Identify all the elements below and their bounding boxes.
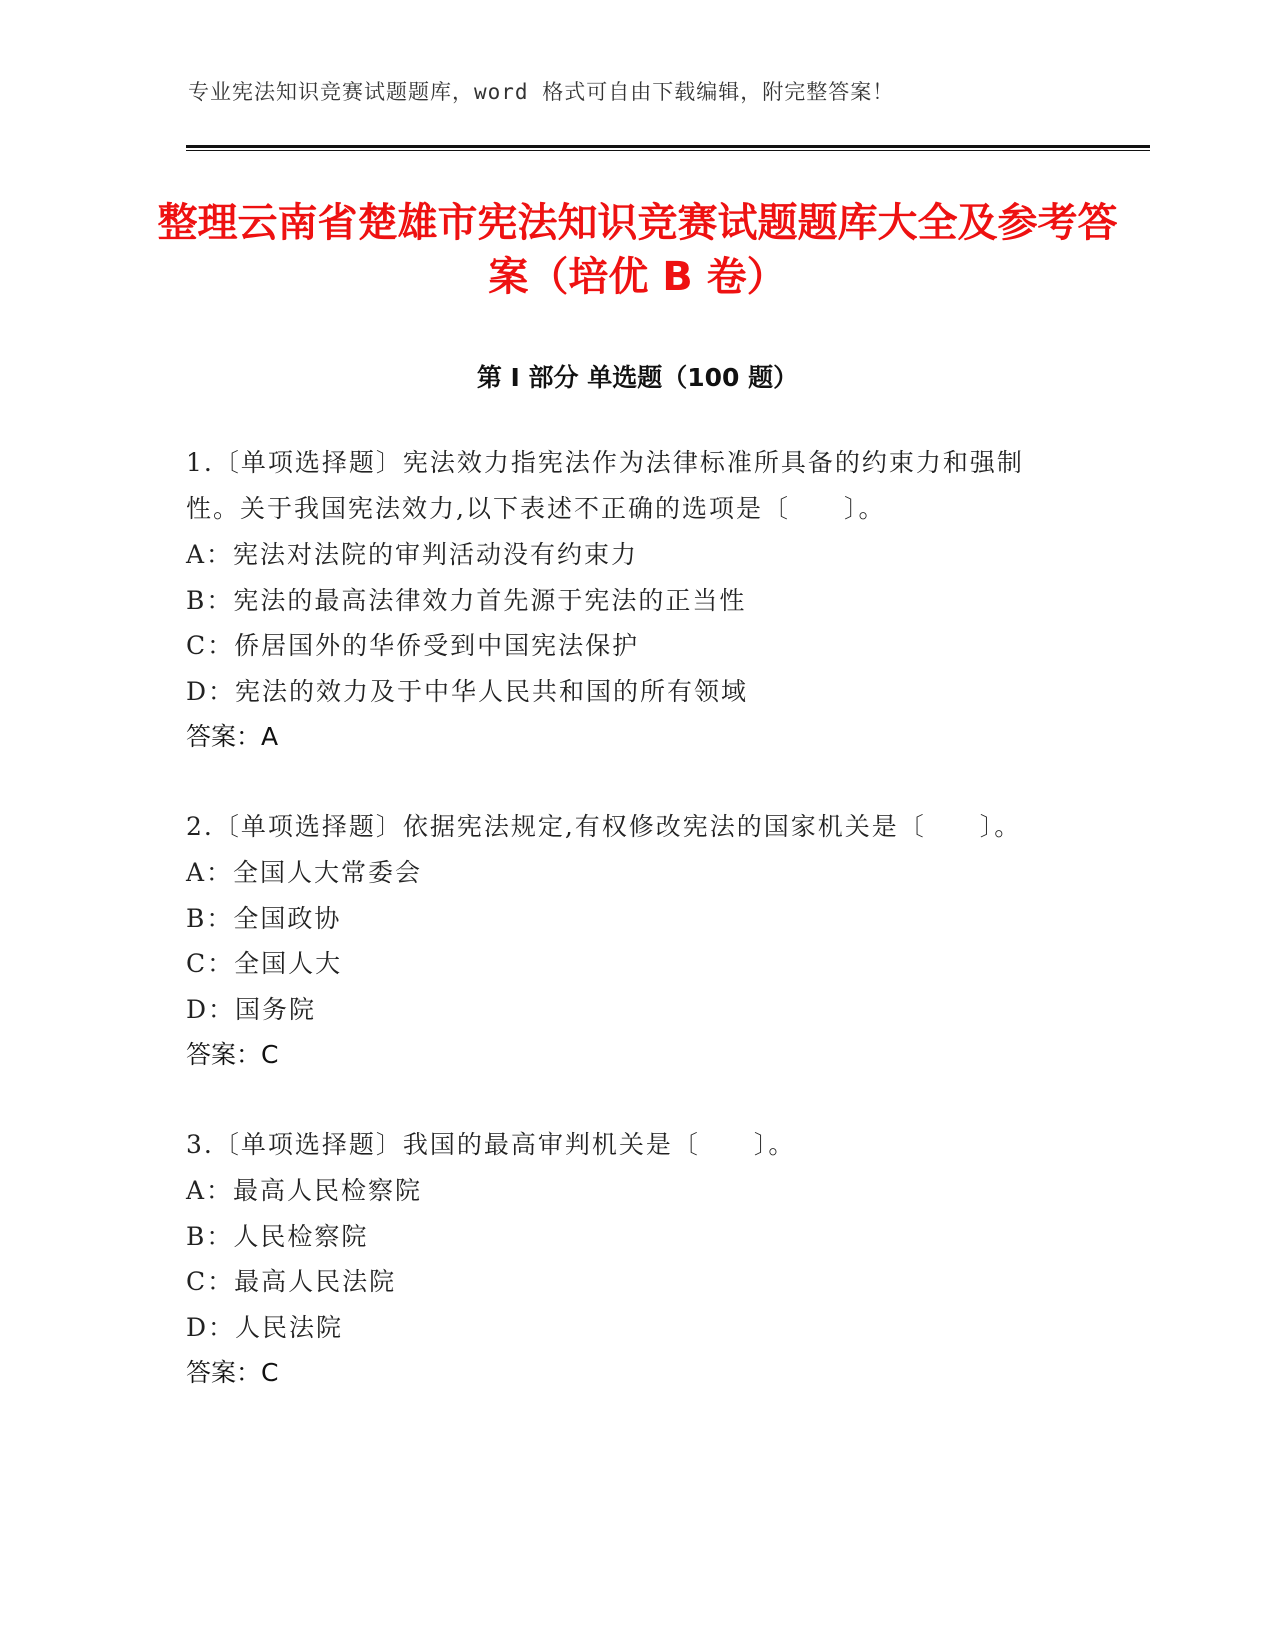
- option-b: B：全国政协: [186, 903, 342, 933]
- option-d: D：人民法院: [186, 1312, 344, 1342]
- option-b: B：宪法的最高法律效力首先源于宪法的正当性: [186, 585, 747, 615]
- answer: 答案：A: [186, 722, 279, 751]
- section-title: 第 I 部分 单选题（100 题）: [476, 363, 799, 392]
- question-list: [186, 440, 1066, 1440]
- question-stem: 2.〔单项选择题〕依据宪法规定,有权修改宪法的国家机关是〔 〕。: [186, 812, 1022, 841]
- option-a: A：全国人大常委会: [186, 858, 423, 887]
- option-d: D：国务院: [186, 994, 317, 1024]
- answer: 答案：C: [186, 1358, 279, 1387]
- option-a: A：宪法对法院的审判活动没有约束力: [186, 540, 639, 569]
- header-divider: [186, 145, 1150, 148]
- option-c: C：最高人民法院: [186, 1267, 397, 1296]
- header-divider-thin: [186, 150, 1150, 151]
- document-title: 整理云南省楚雄市宪法知识竞赛试题题库大全及参考答案（培优 B 卷）: [157, 200, 1118, 300]
- option-b: B：人民检察院: [186, 1221, 369, 1251]
- option-c: C：侨居国外的华侨受到中国宪法保护: [186, 631, 640, 660]
- option-a: A：最高人民检察院: [186, 1176, 423, 1205]
- question-1: [186, 440, 1066, 760]
- question-stem: 1.〔单项选择题〕宪法效力指宪法作为法律标准所具备的约束力和强制性。关于我国宪法效力,以下表述不正确的选项是〔 〕。: [186, 448, 1024, 523]
- question-2: [186, 804, 1066, 1078]
- question-stem: 3.〔单项选择题〕我国的最高审判机关是〔 〕。: [186, 1130, 796, 1159]
- question-3: [186, 1122, 1066, 1396]
- option-d: D：宪法的效力及于中华人民共和国的所有领域: [186, 676, 749, 706]
- option-c: C：全国人大: [186, 949, 343, 978]
- answer: 答案：C: [186, 1040, 279, 1069]
- header-note: 专业宪法知识竞赛试题题库，word 格式可自由下载编辑，附完整答案！: [188, 80, 895, 104]
